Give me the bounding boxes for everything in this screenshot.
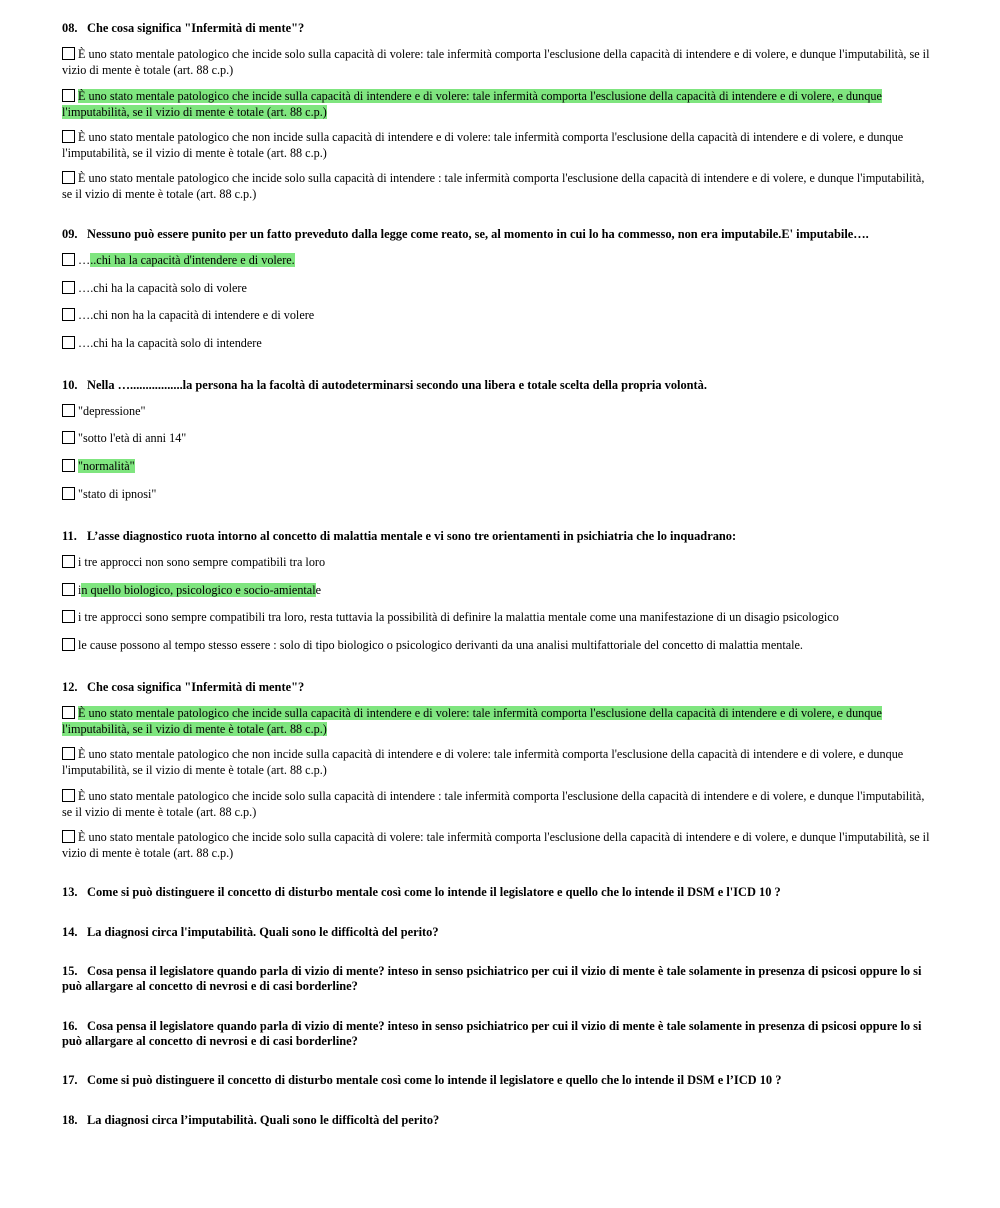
answer-checkbox[interactable] <box>62 487 75 500</box>
answer-option <box>62 747 932 778</box>
answer-checkbox[interactable] <box>62 308 75 321</box>
option-text-highlighted: "normalità" <box>78 459 135 473</box>
question-title: 13. Come si può distinguere il concetto di disturbo mentale così come lo intende il legislatore e quello che lo intende il DSM e l'ICD 10 ? <box>62 885 781 899</box>
question-title: 10. Nella ….................la persona ha la facoltà di autodeterminarsi secondo una libera e totale scelta della propria volontà. <box>62 378 707 392</box>
question-09 <box>62 227 932 242</box>
option-text: ….chi non ha la capacità di intendere e di volere <box>78 308 315 322</box>
answer-checkbox[interactable] <box>62 336 75 349</box>
answer-checkbox[interactable] <box>62 431 75 444</box>
question-title: 14. La diagnosi circa l'imputabilità. Quali sono le difficoltà del perito? <box>62 925 439 939</box>
answer-checkbox[interactable] <box>62 130 75 143</box>
answer-checkbox[interactable] <box>62 171 75 184</box>
answer-checkbox[interactable] <box>62 555 75 568</box>
answer-option <box>62 789 932 820</box>
question-10 <box>62 378 932 393</box>
answer-option <box>62 487 932 503</box>
question-title: 17. Come si può distinguere il concetto di disturbo mentale così come lo intende il legislatore e quello che lo intende il DSM e l’ICD 10 ? <box>62 1073 782 1087</box>
answer-option <box>62 308 932 324</box>
answer-checkbox[interactable] <box>62 47 75 60</box>
option-text: "stato di ipnosi" <box>78 487 157 501</box>
option-text: ….chi ha la capacità solo di intendere <box>78 336 262 350</box>
answer-option <box>62 130 932 161</box>
answer-option <box>62 253 932 269</box>
answer-checkbox[interactable] <box>62 281 75 294</box>
answer-option <box>62 431 932 447</box>
question-13 <box>62 885 932 900</box>
question-title: 11. L’asse diagnostico ruota intorno al concetto di malattia mentale e vi sono tre orientamenti in psichiatria che lo inquadrano: <box>62 529 737 543</box>
question-14 <box>62 925 932 940</box>
question-title: 09. Nessuno può essere punito per un fatto preveduto dalla legge come reato, se, al momento in cui lo ha commesso, non era imputabile.E' imputabile…. <box>62 227 869 241</box>
question-title: 12. Che cosa significa "Infermità di mente"? <box>62 680 305 694</box>
answer-option <box>62 89 932 120</box>
question-title: 18. La diagnosi circa l’imputabilità. Quali sono le difficoltà del perito? <box>62 1113 440 1127</box>
answer-checkbox[interactable] <box>62 830 75 843</box>
option-text-prefix: … <box>78 253 91 267</box>
option-text: ….chi ha la capacità solo di volere <box>78 281 247 295</box>
option-text-highlighted: n quello biologico, psicologico e socio-amiental <box>81 583 316 597</box>
answer-checkbox[interactable] <box>62 706 75 719</box>
answer-checkbox[interactable] <box>62 747 75 760</box>
option-text-highlighted: È uno stato mentale patologico che incide sulla capacità di intendere e di volere: tale infermità comporta l'esclusione della capacità di intendere e di volere, e dunque l'imputabilità, se il vizio di mente è totale (art. 88 c.p.) <box>62 89 882 119</box>
option-text-prefix: i <box>78 583 82 597</box>
answer-checkbox[interactable] <box>62 610 75 623</box>
answer-option <box>62 281 932 297</box>
option-text: i tre approcci non sono sempre compatibili tra loro <box>78 555 326 569</box>
option-text: È uno stato mentale patologico che incide solo sulla capacità di volere: tale infermità comporta l'esclusione della capacità di intendere e di volere, e dunque l'imputabilità, se il vizio di mente è totale (art. 88 c.p.) <box>62 47 930 77</box>
answer-checkbox[interactable] <box>62 89 75 102</box>
option-text: i tre approcci sono sempre compatibili tra loro, resta tuttavia la possibilità di definire la malattia mentale come una manifestazione di un disagio psicologico <box>78 610 839 624</box>
question-title: 16. Cosa pensa il legislatore quando parla di vizio di mente? inteso in senso psichiatrico per cui il vizio di mente è tale solamente in presenza di psicosi oppure lo si può allargare al concetto di nevrosi e di casi borderline? <box>62 1019 922 1048</box>
option-text-highlighted: ..chi ha la capacità d'intendere e di volere. <box>90 253 295 267</box>
answer-option <box>62 638 932 654</box>
option-text: "depressione" <box>78 404 146 418</box>
answer-checkbox[interactable] <box>62 789 75 802</box>
option-text: È uno stato mentale patologico che incide solo sulla capacità di volere: tale infermità comporta l'esclusione della capacità di intendere e di volere, e dunque l'imputabilità, se il vizio di mente è totale (art. 88 c.p.) <box>62 830 930 860</box>
answer-option <box>62 171 932 202</box>
option-text: "sotto l'età di anni 14" <box>78 431 187 445</box>
question-17 <box>62 1073 932 1088</box>
answer-checkbox[interactable] <box>62 404 75 417</box>
answer-option <box>62 706 932 737</box>
option-text: È uno stato mentale patologico che non incide sulla capacità di intendere e di volere: tale infermità comporta l'esclusione della capacità di intendere e di volere, e dunque l'imputabilità, se il vizio di mente è totale (art. 88 c.p.) <box>62 130 904 160</box>
answer-checkbox[interactable] <box>62 583 75 596</box>
option-text: È uno stato mentale patologico che non incide sulla capacità di intendere e di volere: tale infermità comporta l'esclusione della capacità di intendere e di volere, e dunque l'imputabilità, se il vizio di mente è totale (art. 88 c.p.) <box>62 747 904 777</box>
answer-option <box>62 459 932 475</box>
answer-option <box>62 555 932 571</box>
question-15 <box>62 964 932 994</box>
question-18 <box>62 1113 932 1128</box>
answer-option <box>62 336 932 352</box>
question-title: 08. Che cosa significa "Infermità di mente"? <box>62 21 305 35</box>
question-08 <box>62 21 932 36</box>
answer-option <box>62 830 932 861</box>
answer-checkbox[interactable] <box>62 638 75 651</box>
option-text: È uno stato mentale patologico che incide solo sulla capacità di intendere : tale infermità comporta l'esclusione della capacità di intendere e di volere, e dunque l'imputabilità, se il vizio di mente è totale (art. 88 c.p.) <box>62 171 925 201</box>
option-text-suffix: e <box>315 583 322 597</box>
answer-option <box>62 610 932 626</box>
answer-option <box>62 404 932 420</box>
option-text-highlighted: È uno stato mentale patologico che incide sulla capacità di intendere e di volere: tale infermità comporta l'esclusione della capacità di intendere e di volere, e dunque l'imputabilità, se il vizio di mente è totale (art. 88 c.p.) <box>62 706 882 736</box>
answer-checkbox[interactable] <box>62 459 75 472</box>
question-12 <box>62 680 932 695</box>
option-text: le cause possono al tempo stesso essere : solo di tipo biologico o psicologico derivanti da una analisi multifattoriale del concetto di malattia mentale. <box>78 638 803 652</box>
question-title: 15. Cosa pensa il legislatore quando parla di vizio di mente? inteso in senso psichiatrico per cui il vizio di mente è tale solamente in presenza di psicosi oppure lo si può allargare al concetto di nevrosi e di casi borderline? <box>62 964 922 993</box>
answer-checkbox[interactable] <box>62 253 75 266</box>
answer-option <box>62 583 932 599</box>
question-11 <box>62 529 932 544</box>
question-16 <box>62 1019 932 1049</box>
answer-option <box>62 47 932 78</box>
option-text: È uno stato mentale patologico che incide solo sulla capacità di intendere : tale infermità comporta l'esclusione della capacità di intendere e di volere, e dunque l'imputabilità, se il vizio di mente è totale (art. 88 c.p.) <box>62 789 925 819</box>
